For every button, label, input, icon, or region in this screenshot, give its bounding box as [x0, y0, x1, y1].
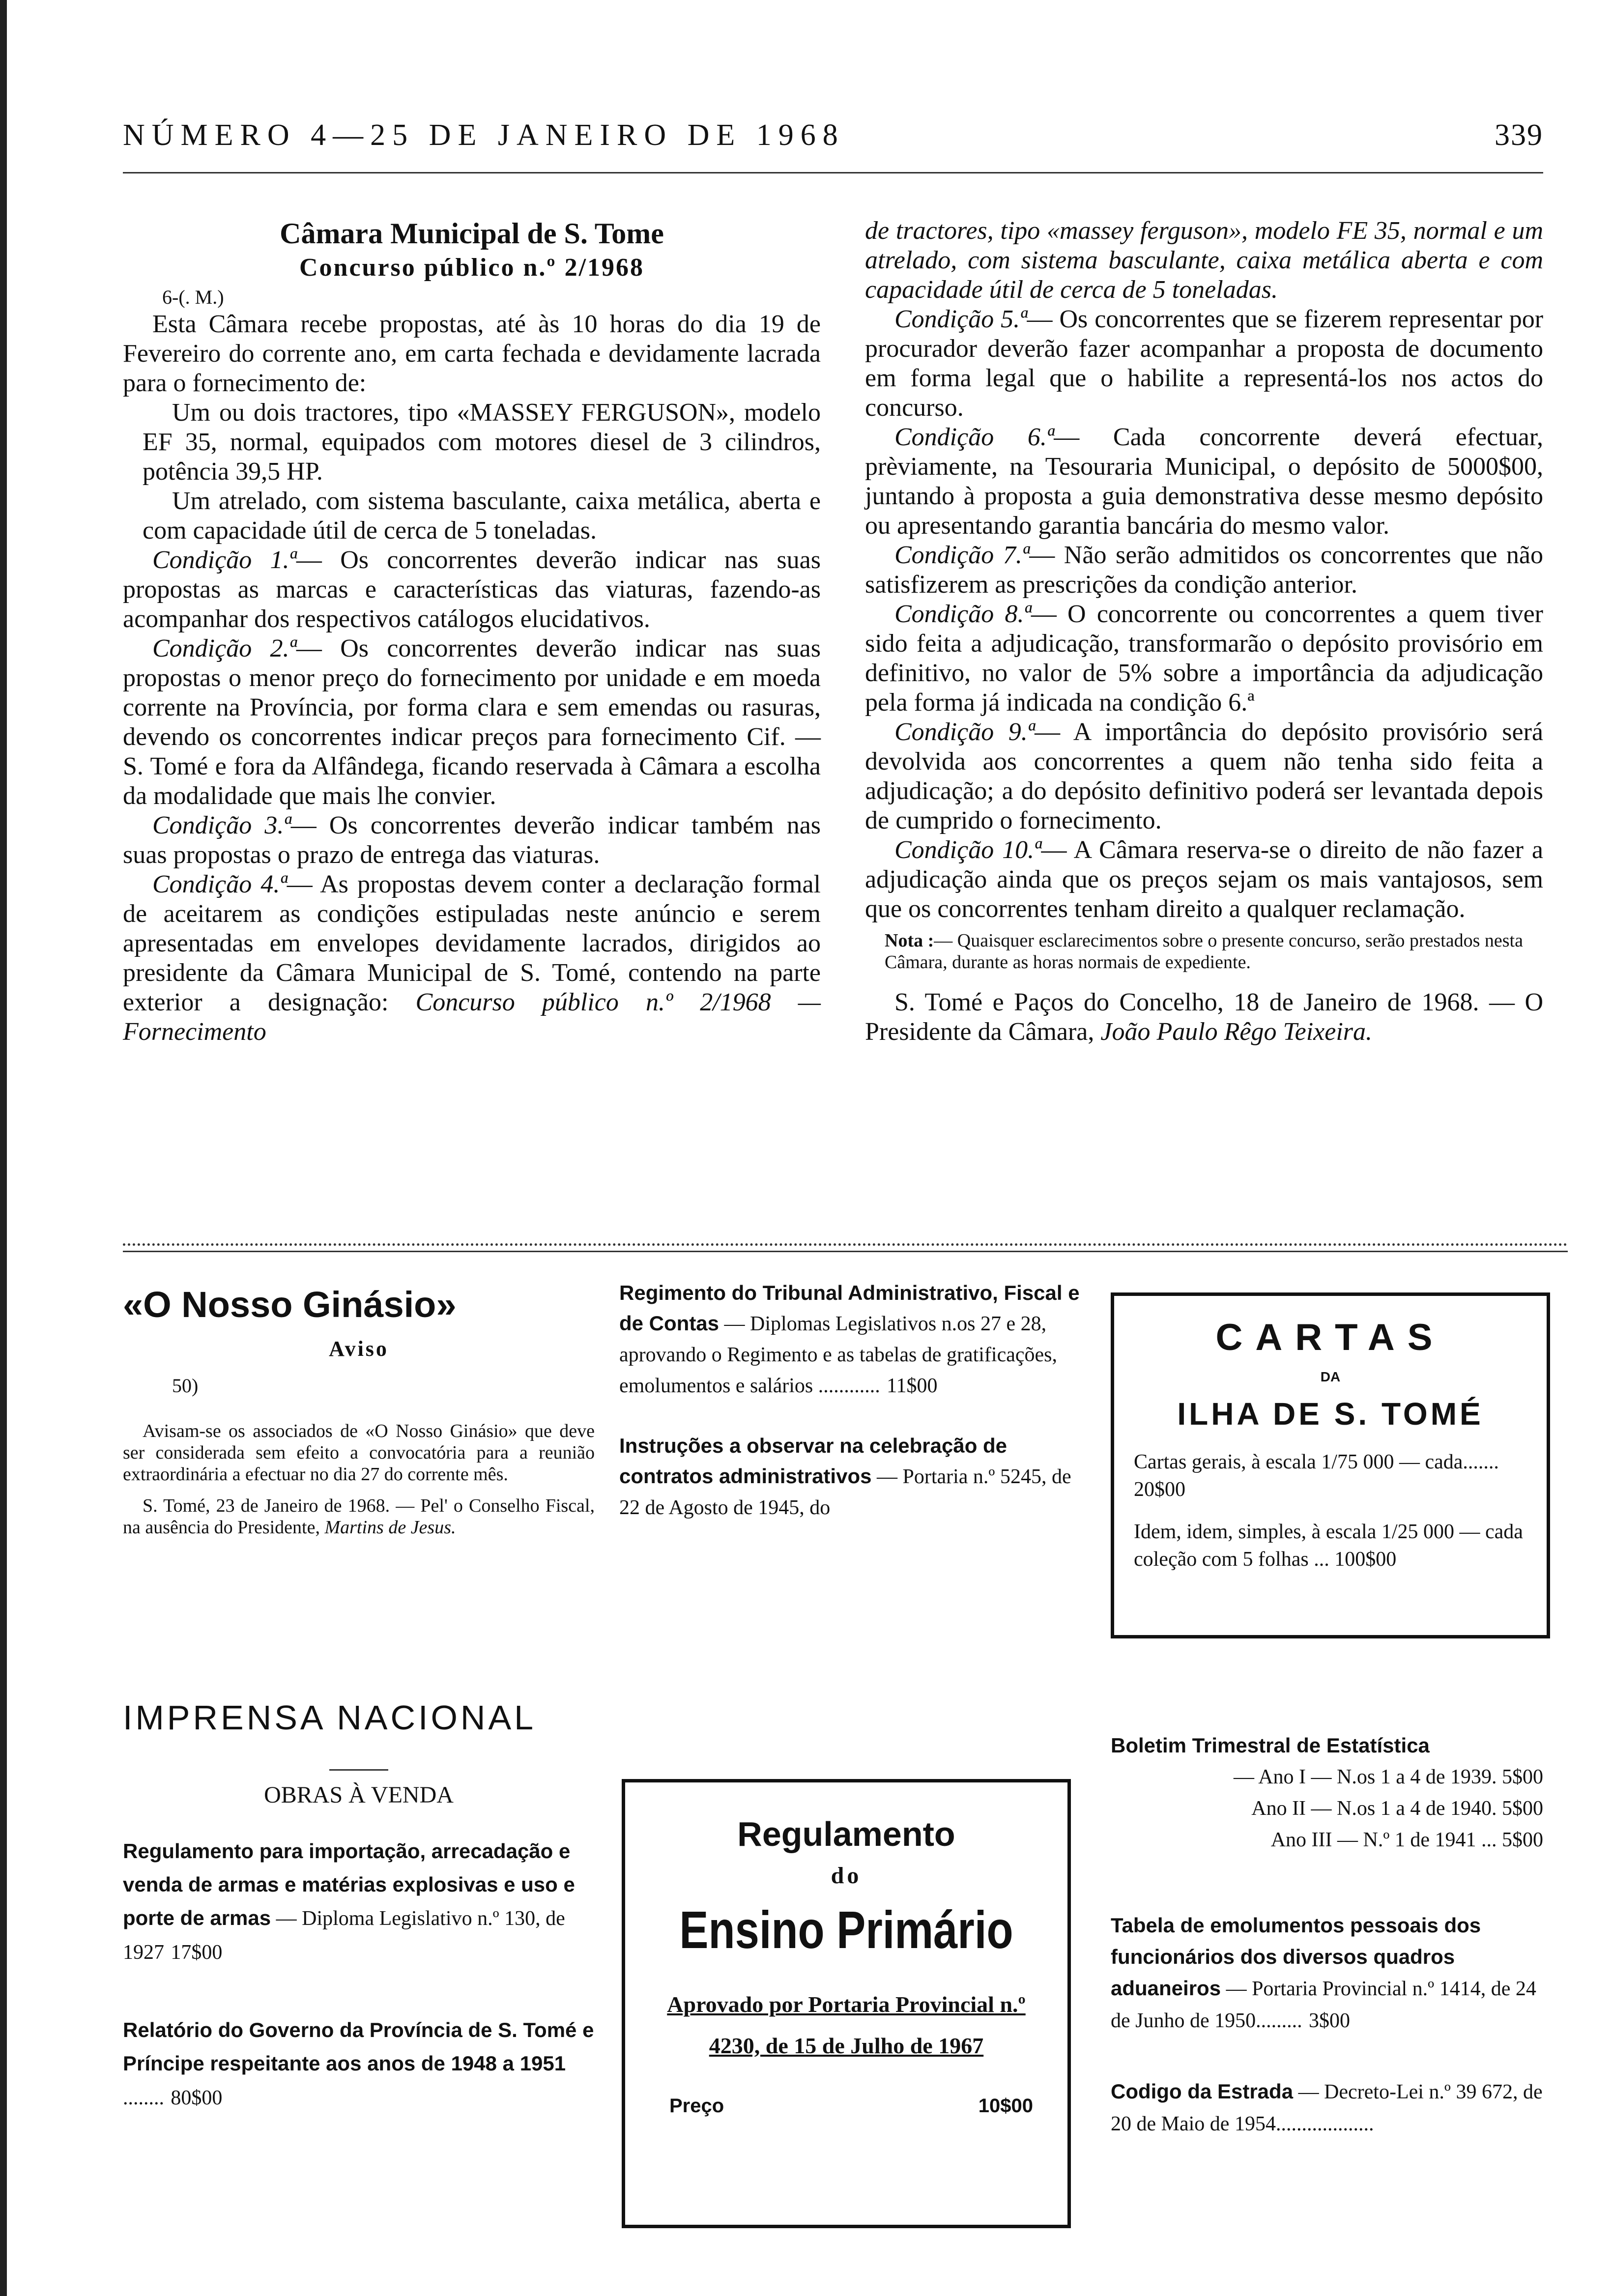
condition-10 — [865, 835, 1543, 924]
condition-3 — [123, 811, 821, 870]
condition-text: — O concorrente ou concorrentes a quem tiver sido feita a adjudicação, transformarão o depósito provisório em definitivo, no valor de 5% sobre a importância da adjudicação pela forma já indicada na condição 6.ª — [865, 600, 1543, 717]
entry-title: Codigo da Estrada — [1111, 2080, 1294, 2103]
condition-text: — Os concorrentes deverão indicar nas suas propostas as marcas e características das viaturas, fazendo-as acompanhar dos respectivos catálogos elucidativos. — [123, 546, 821, 633]
right-lower-column — [1111, 1730, 1543, 2140]
signer: João Paulo Rêgo Teixeira. — [1100, 1018, 1373, 1046]
condition-2 — [123, 634, 821, 811]
condition-4 — [123, 870, 821, 1047]
notice-right-column — [865, 216, 1543, 1047]
entry-price: 17$00 — [171, 1941, 223, 1964]
entry-title: Tabela de emolumentos pessoais dos funcionários dos diversos quadros aduaneiros — [1111, 1914, 1481, 2000]
condition-label: Condição 9.ª — [894, 718, 1035, 746]
boletim-row-3 — [1111, 1824, 1543, 1856]
ginasio-title: «O Nosso Ginásio» — [123, 1284, 457, 1325]
entry-text: ........ — [123, 2087, 164, 2109]
notice-signoff — [865, 988, 1543, 1047]
ensino-do: do — [831, 1863, 862, 1889]
issue-title: NÚMERO 4—25 DE JANEIRO DE 1968 — [123, 118, 845, 152]
condition-label: Condição 8.ª — [894, 600, 1031, 628]
entry-text: — Decreto-Lei n.º 39 672, de 20 de Maio de 1954................... — [1111, 2081, 1543, 2135]
ginasio-signoff-text: S. Tomé, 23 de Janeiro de 1968. — Pel' o Conselho Fiscal, na ausência do Presidente, — [123, 1495, 595, 1538]
imprensa-title: IMPRENSA NACIONAL — [123, 1698, 537, 1737]
condition-text: — Os concorrentes deverão indicar também nas suas propostas o prazo de entrega das viaturas. — [123, 811, 821, 869]
condition-6 — [865, 423, 1543, 541]
condition-4-continuation: de tractores, tipo «massey ferguson», modelo FE 35, normal e um atrelado, com sistema basculante, caixa metálica aberta e com capacidade útil de cerca de 5 toneladas. — [865, 217, 1543, 304]
notice-item-trailer: Um atrelado, com sistema basculante, caixa metálica, aberta e com capacidade útil de cerca de 5 toneladas. — [143, 487, 821, 545]
cartas-ilha: ILHA DE S. TOMÉ — [1177, 1396, 1484, 1432]
left-page-border — [0, 0, 7, 2296]
tabela-entry — [1111, 1910, 1543, 2037]
ensino-price-row — [669, 2091, 1033, 2121]
ginasio-ref: 50) — [172, 1375, 199, 1397]
entry-price: 3$00 — [1309, 2009, 1350, 2032]
imprensa-sub: OBRAS À VENDA — [264, 1782, 454, 1808]
ensino-title: Regulamento — [737, 1815, 955, 1853]
entry-price: 80$00 — [171, 2087, 223, 2109]
notice-intro: Esta Câmara recebe propostas, até às 10 horas do dia 19 de Fevereiro do corrente ano, em carta fechada e devidamente lacrada para o fornecimento de: — [123, 310, 821, 397]
middle-column — [619, 1278, 1086, 1523]
condition-4-designation: Concurso público n.º 2/1968 — Fornecimento — [123, 988, 821, 1046]
ensino-box — [622, 1779, 1071, 2228]
boletim-row-2 — [1111, 1793, 1543, 1824]
condition-label: Condição 5.ª — [894, 305, 1027, 333]
condition-5 — [865, 305, 1543, 423]
header-rule — [123, 172, 1543, 173]
entry-title: Regimento do Tribunal Administrativo, Fiscal e de Contas — [619, 1281, 1080, 1335]
codigo-entry — [1111, 2076, 1543, 2140]
cartas-box — [1111, 1292, 1550, 1638]
condition-1 — [123, 545, 821, 634]
signoff-text: S. Tomé e Paços do Concelho, 18 de Janeiro de 1968. — O Presidente da Câmara, — [865, 988, 1543, 1046]
entry-title: Relatório do Governo da Província de S. Tomé e Príncipe respeitante aos anos de 1948 a 1951 — [123, 2018, 594, 2075]
boletim-label: Ano II — N.os 1 a 4 de 1940. — [1251, 1797, 1497, 1820]
nota — [865, 930, 1543, 973]
ginasio-signoff — [123, 1495, 595, 1538]
condition-text: — Não serão admitidos os concorrentes que não satisfizerem as prescrições da condição anterior. — [865, 541, 1544, 599]
imprensa-section — [123, 1695, 595, 2115]
entry-text: — Diploma Legislativo n.º 130, de 1927 — [123, 1907, 565, 1964]
entry-price: 11$00 — [887, 1375, 938, 1397]
boletim-title: Boletim Trimestral de Estatística — [1111, 1734, 1430, 1757]
notice-left-column — [123, 216, 821, 1047]
condition-label: Condição 4.ª — [152, 870, 287, 898]
nota-label: Nota : — [885, 930, 934, 951]
boletim-price: 5$00 — [1502, 1797, 1543, 1820]
imprensa-item-armas — [123, 1835, 595, 1969]
condition-7 — [865, 541, 1543, 600]
page-header — [123, 118, 1543, 153]
ensino-price: 10$00 — [978, 2095, 1033, 2117]
notice-heading: Câmara Municipal de S. Tome — [280, 217, 664, 250]
entry-text: — Portaria Provincial n.º 1414, de 24 de Junho de 1950......... — [1111, 1978, 1536, 2032]
ginasio-signer: Martins de Jesus. — [324, 1517, 456, 1538]
notice-ref: 6-(. M.) — [162, 286, 224, 308]
nota-text: — Quaisquer esclarecimentos sobre o presente concurso, serão prestados nesta Câmara, durante as horas normais de expediente. — [885, 930, 1523, 973]
ginasio-body: Avisam-se os associados de «O Nosso Ginásio» que deve ser considerada sem efeito a convocatória para a reunião extraordinária a efectuar no dia 27 do corrente mês. — [123, 1421, 595, 1485]
instrucoes-entry — [619, 1431, 1086, 1523]
page-number: 339 — [1495, 118, 1543, 152]
section-divider-line — [123, 1251, 1568, 1252]
section-divider — [123, 1243, 1568, 1246]
cartas-text: Cartas gerais, à escala 1/75 000 — cada....... — [1134, 1451, 1499, 1473]
cartas-line-2 — [1114, 1503, 1547, 1573]
notice-subheading: Concurso público n.º 2/1968 — [299, 254, 645, 282]
condition-text: — As propostas devem conter a declaração formal de aceitarem as condições estipuladas neste anúncio e serem apresentadas em envelopes devidamente lacrados, dirigidos ao presidente da Câmara Municipal de S. Tomé, contendo na parte exterior a designação: — [123, 870, 821, 1016]
cartas-title: CARTAS — [1215, 1317, 1445, 1358]
cartas-line-1 — [1114, 1434, 1547, 1503]
condition-label: Condição 2.ª — [152, 634, 296, 662]
condition-label: Condição 6.ª — [894, 423, 1054, 451]
condition-label: Condição 3.ª — [152, 811, 291, 839]
condition-text: — Cada concorrente deverá efectuar, prèviamente, na Tesouraria Municipal, o depósito de 5000$00, juntando à proposta a guia demonstrativa desse mesmo depósito ou apresentando garantia bancária do mesmo valor. — [865, 423, 1544, 540]
condition-label: Condição 10.ª — [894, 836, 1041, 864]
ginasio-aviso: Aviso — [329, 1337, 389, 1361]
ensino-approved: Aprovado por Portaria Provincial n.º 4230, de 15 de Julho de 1967 — [667, 1992, 1026, 2058]
condition-label: Condição 1.ª — [152, 546, 296, 574]
boletim-row-1 — [1111, 1761, 1543, 1793]
ensino-price-label: Preço — [669, 2095, 724, 2117]
entry-title: Regulamento para importação, arrecadação e venda de armas e matérias explosivas e uso e porte de armas — [123, 1839, 575, 1929]
condition-text: — Os concorrentes deverão indicar nas suas propostas o menor preço do fornecimento por unidade e em moeda corrente na Província, por forma clara e sem emendas ou rasuras, devendo os concorrentes indicar preços para fornecimento Cif. — S. Tomé e fora da Alfândega, ficando reservada à Câmara a escolha da modalidade que mais lhe convier. — [123, 634, 821, 810]
boletim-price: 5$00 — [1502, 1766, 1543, 1788]
ensino-big: Ensino Primário — [679, 1900, 1013, 1959]
cartas-price: 100$00 — [1334, 1548, 1397, 1571]
regimento-entry — [619, 1278, 1086, 1401]
entry-text: — Portaria n.º 5245, de 22 de Agosto de 1945, do — [619, 1465, 1071, 1519]
imprensa-item-relatorio — [123, 2013, 595, 2115]
imprensa-divider — [329, 1769, 388, 1771]
condition-label: Condição 7.ª — [894, 541, 1030, 569]
notice-item-tractors: Um ou dois tractores, tipo «MASSEY FERGUSON», modelo EF 35, normal, equipados com motores diesel de 3 cilindros, potência 39,5 HP. — [143, 399, 821, 486]
boletim-label: Ano III — N.º 1 de 1941 ... — [1270, 1829, 1497, 1851]
condition-9 — [865, 718, 1543, 835]
entry-text: — Diplomas Legislativos n.os 27 e 28, aprovando o Regimento e as tabelas de gratificações, emolumentos e salários ............ — [619, 1313, 1057, 1397]
boletim-price: 5$00 — [1502, 1829, 1543, 1851]
ginasio-notice — [123, 1283, 595, 1538]
cartas-da: DA — [1320, 1369, 1341, 1384]
condition-8 — [865, 600, 1543, 718]
condition-text: — A importância do depósito provisório será devolvida aos concorrentes a quem não tenha sido feita a adjudicação; a do depósito definitivo poderá ser levantada depois de cumprido o fornecimento. — [865, 718, 1543, 834]
condition-text: — Os concorrentes que se fizerem representar por procurador deverão fazer acompanhar a proposta de documento em forma legal que o habilite a representá-los nos actos do concurso. — [865, 305, 1544, 422]
boletim-label: — Ano I — N.os 1 a 4 de 1939. — [1234, 1766, 1497, 1788]
entry-title: Instruções a observar na celebração de contratos administrativos — [619, 1434, 1008, 1488]
condition-text: — A Câmara reserva-se o direito de não fazer a adjudicação ainda que os preços sejam os mais vantajosos, sem que os concorrentes tenham direito a qualquer reclamação. — [865, 836, 1543, 923]
cartas-text: Idem, idem, simples, à escala 1/25 000 — cada coleção com 5 folhas ... — [1134, 1521, 1523, 1571]
cartas-price: 20$00 — [1134, 1478, 1185, 1501]
